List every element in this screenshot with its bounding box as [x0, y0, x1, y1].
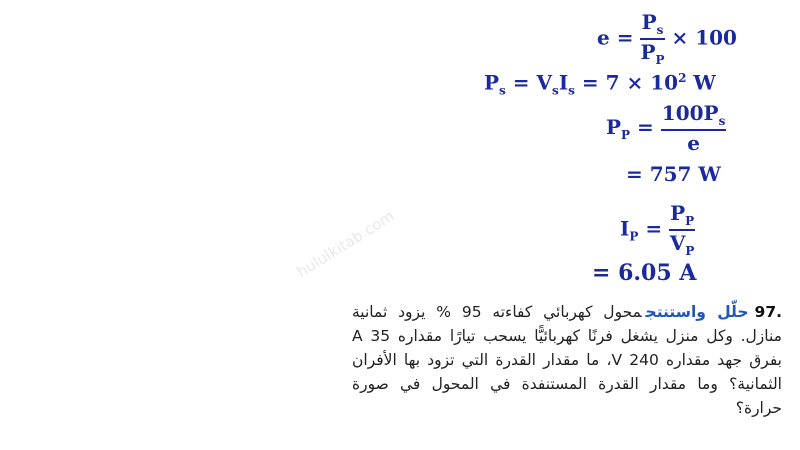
- eq1-lhs: e: [597, 25, 610, 50]
- eq2-a: P: [484, 70, 500, 95]
- problem-text: محول كهربائي كفاءته 95 % يزود ثمانية منازل. وكل منزل يشغل فرنًا كهربائيًّا يسحب تيارًا مقداره 35 A بفرق جهد مقداره 240 V، ما مقدار القدرة التي تزود بها الأفران الثمانية؟ وما مقدار القدرة المستنفدة في المحول في صورة حرارة؟: [352, 303, 783, 417]
- eq2-equals-1: =: [512, 70, 530, 95]
- eq3-numerator: 100P: [661, 101, 719, 125]
- problem-number: .97: [754, 303, 783, 321]
- eq1-denominator-sub: P: [655, 52, 665, 67]
- eq5-equals: =: [645, 216, 663, 241]
- primary-current-equation: [620, 203, 695, 257]
- eq5-numerator-sub: P: [685, 214, 695, 228]
- eq2-c: I: [558, 70, 569, 95]
- eq5-lhs: I: [620, 216, 630, 241]
- eq2-exponent: 2: [678, 71, 687, 85]
- eq1-fraction: [640, 12, 664, 66]
- eq1-tail: × 100: [671, 25, 737, 50]
- eq1-numerator-sub: s: [656, 23, 664, 37]
- eq2-a-sub: s: [499, 83, 506, 98]
- eq2-c-sub: s: [568, 83, 575, 98]
- eq5-fraction: [669, 203, 695, 257]
- eq5-numerator: P: [670, 201, 686, 225]
- eq2-equals-2: =: [581, 70, 599, 95]
- eq3-lhs-sub: P: [621, 127, 631, 142]
- primary-power-result: = 757 W: [626, 162, 721, 186]
- eq1-denominator: P: [640, 39, 656, 64]
- eq3-denominator: e: [687, 130, 700, 155]
- eq2-value: 7 × 10: [605, 70, 679, 95]
- eq1-numerator: P: [641, 10, 657, 34]
- eq3-lhs: P: [606, 114, 622, 139]
- eq1-equals: =: [616, 25, 634, 50]
- problem-verb: حلّل واستنتج: [645, 303, 749, 321]
- eq5-denominator: V: [669, 230, 686, 255]
- eq3-fraction: [661, 103, 727, 154]
- eq2-b-sub: s: [552, 83, 559, 98]
- watermark: hululkitab.com: [293, 206, 398, 282]
- eq5-denominator-sub: P: [685, 243, 695, 258]
- primary-current-result: = 6.05 A: [592, 260, 697, 286]
- problem-97: [352, 300, 782, 420]
- secondary-power-equation: [484, 72, 716, 97]
- eq3-numerator-sub: s: [718, 114, 726, 128]
- efficiency-equation: [597, 12, 737, 66]
- eq2-unit: W: [693, 70, 716, 95]
- eq5-lhs-sub: P: [629, 229, 639, 244]
- eq3-equals: =: [637, 114, 654, 139]
- eq2-b: V: [536, 70, 553, 95]
- primary-power-equation: [606, 103, 726, 154]
